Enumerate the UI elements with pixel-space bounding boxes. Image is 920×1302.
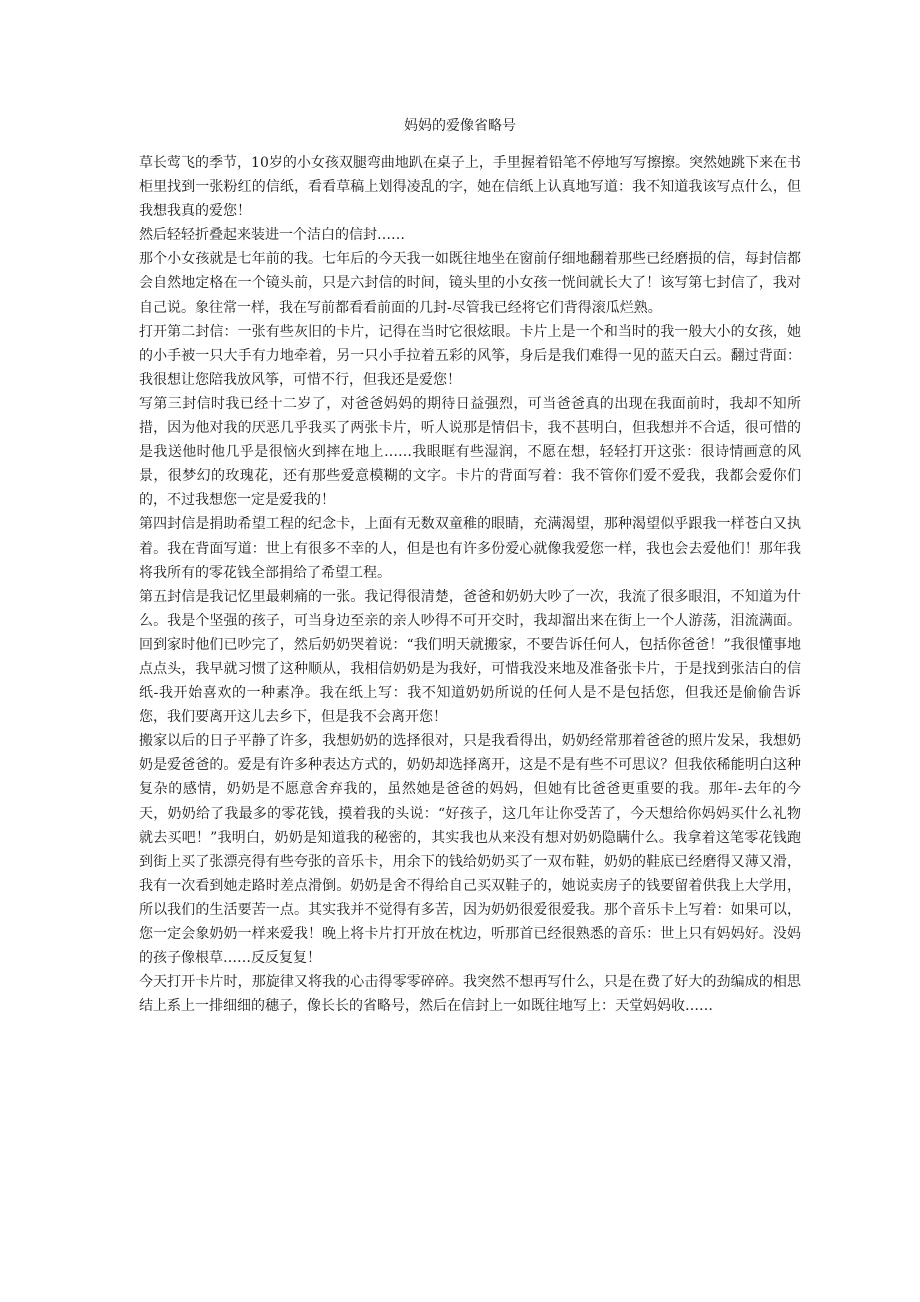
paragraph: 那个小女孩就是七年前的我。七年后的今天我一如既往地坐在窗前仔细地翻着那些已经磨损的信，每封信都会自然地定格在一个镜头前，只是六封信的时间，镜头里的小女孩一恍间就长大了！该写第七封信了，我对自己说。象往常一样，我在写前都看看前面的几封-尽管我已经将它们背得滚瓜烂熟。 — [139, 251, 801, 316]
paragraph: 草长莺飞的季节，10岁的小女孩双腿弯曲地趴在桌子上，手里握着铅笔不停地写写擦擦。突然她跳下来在书柜里找到一张粉红的信纸，看看草稿上划得凌乱的字，她在信纸上认真地写道：我不知道我该写点什么，但我想我真的爱您！ — [139, 155, 801, 220]
paragraph: 然后轻轻折叠起来装进一个洁白的信封…… — [139, 227, 405, 244]
paragraph: 搬家以后的日子平静了许多，我想奶奶的选择很对，只是我看得出，奶奶经常那着爸爸的照片发呆，我想奶奶是爱爸爸的。爱是有许多种表达方式的，奶奶却选择离开，这是不是有些不可思议？但我依稀能明白这种复杂的感情，奶奶是不愿意舍弃我的，虽然她是爸爸的妈妈，但她有比爸爸更重要的我。那年-去年的今天，奶奶给了我最多的零花钱，摸着我的头说：“好孩子，这几年让你受苦了，今天想给你妈妈买什么礼物就去买吧！”我明白，奶奶是知道我的秘密的，其实我也从来没有想对奶奶隐瞒什么。我拿着这笔零花钱跑到街上买了张漂亮得有些夸张的音乐卡，用余下的钱给奶奶买了一双布鞋，奶奶的鞋底已经磨得又薄又滑，我有一次看到她走路时差点滑倒。奶奶是舍不得给自己买双鞋子的，她说卖房子的钱要留着供我上大学用，所以我们的生活要苦一点。其实我并不觉得有多苦，因为奶奶很爱很爱我。那个音乐卡上写着：如果可以，您一定会象奶奶一样来爱我！晚上将卡片打开放在枕边，听那首已经很熟悉的音乐：世上只有妈妈好。没妈的孩子像根草……反反复复！ — [139, 733, 801, 967]
document-body — [139, 151, 801, 1018]
paragraph: 写第三封信时我已经十二岁了，对爸爸妈妈的期待日益强烈，可当爸爸真的出现在我面前时，我却不知所措，因为他对我的厌恶几乎我买了两张卡片，听人说那是情侣卡，我不甚明白，但我想并不合适，很可惜的是我送他时他几乎是很恼火到摔在地上……我眼眶有些湿润，不愿在想，轻轻打开这张：很诗情画意的风景，很梦幻的玫瑰花，还有那些爱意模糊的文字。卡片的背面写着：我不管你们爱不爱我，我都会爱你们的，不过我想您一定是爱我的！ — [139, 395, 801, 509]
paragraph: 第四封信是捐助希望工程的纪念卡，上面有无数双童稚的眼睛，充满渴望，那种渴望似乎跟我一样苍白又执着。我在背面写道：世上有很多不幸的人，但是也有许多份爱心就像我爱您一样，我也会去爱他们！那年我将我所有的零花钱全部捐给了希望工程。 — [139, 516, 801, 581]
paragraph: 第五封信是我记忆里最刺痛的一张。我记得很清楚，爸爸和奶奶大吵了一次，我流了很多眼泪，不知道为什么。我是个坚强的孩子，可当身边至亲的亲人吵得不可开交时，我却溜出来在街上一个人游荡，泪流满面。回到家时他们已吵完了，然后奶奶哭着说：“我们明天就搬家，不要告诉任何人，包括你爸爸！”我很懂事地点点头，我早就习惯了这种顺从，我相信奶奶是为我好，可惜我没来地及准备张卡片，于是找到张洁白的信纸-我开始喜欢的一种素净。我在纸上写：我不知道奶奶所说的任何人是不是包括您，但我还是偷偷告诉您，我们要离开这儿去乡下，但是我不会离开您！ — [139, 588, 801, 726]
paragraph: 今天打开卡片时，那旋律又将我的心击得零零碎碎。我突然不想再写什么，只是在费了好大的劲编成的相思结上系上一排细细的穗子，像长长的省略号，然后在信封上一如既往地写上：天堂妈妈收…… — [139, 974, 801, 1015]
paragraph: 打开第二封信：一张有些灰旧的卡片，记得在当时它很炫眼。卡片上是一个和当时的我一般大小的女孩，她的小手被一只大手有力地牵着，另一只小手拉着五彩的风筝，身后是我们难得一见的蓝天白云。翻过背面：我很想让您陪我放风筝，可惜不行，但我还是爱您！ — [139, 323, 801, 388]
document-title: 妈妈的爱像省略号 — [404, 118, 516, 134]
